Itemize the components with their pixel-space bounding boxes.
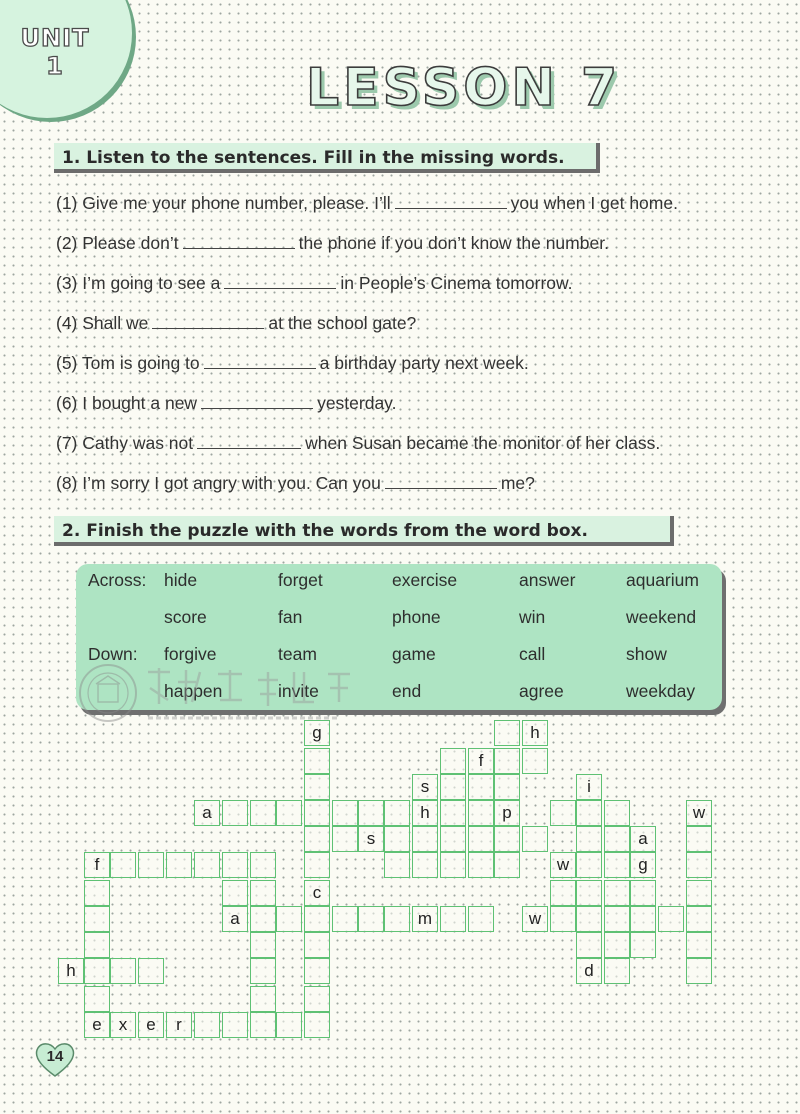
word-item: answer [519, 570, 576, 590]
crossword-cell[interactable] [630, 880, 656, 906]
crossword-cell[interactable] [658, 906, 684, 932]
word-item: show [626, 644, 667, 664]
across-label: Across: [88, 570, 147, 590]
sentence-4: (4) Shall we at the school gate? [56, 310, 796, 350]
crossword-cell[interactable]: w [686, 800, 712, 826]
section2-header: 2. Finish the puzzle with the words from the word box. [54, 516, 674, 546]
crossword-cell[interactable] [222, 852, 248, 878]
crossword-cell[interactable] [250, 1012, 276, 1038]
crossword-cell[interactable]: i [576, 774, 602, 800]
crossword-cell[interactable] [604, 826, 630, 852]
crossword-cell[interactable] [440, 774, 466, 800]
word-item: happen [164, 681, 223, 701]
crossword-cell[interactable] [494, 774, 520, 800]
crossword-cell[interactable] [84, 958, 110, 984]
sentence-8: (8) I’m sorry I got angry with you. Can you me? [56, 470, 796, 510]
section1-header: 1. Listen to the sentences. Fill in the missing words. [54, 143, 600, 173]
crossword-cell[interactable] [332, 826, 358, 852]
lesson-title: LESSON 7 [306, 58, 622, 118]
crossword-cell[interactable]: h [58, 958, 84, 984]
unit-word: UNIT [20, 24, 90, 52]
crossword-cell[interactable] [84, 986, 110, 1012]
word-item: hide [164, 570, 198, 590]
crossword-cell[interactable] [84, 932, 110, 958]
word-item: call [519, 644, 546, 664]
crossword-cell[interactable]: s [358, 826, 384, 852]
sentence-6: (6) I bought a new yesterday. [56, 390, 796, 430]
crossword-cell[interactable] [440, 906, 466, 932]
crossword-cell[interactable] [494, 720, 520, 746]
crossword-cell[interactable] [686, 958, 712, 984]
crossword-cell[interactable] [576, 932, 602, 958]
crossword-cell[interactable] [468, 800, 494, 826]
down-label: Down: [88, 644, 138, 664]
crossword-cell[interactable] [194, 852, 220, 878]
crossword-cell[interactable] [494, 748, 520, 774]
word-item: fan [278, 607, 303, 627]
word-item: weekday [626, 681, 696, 701]
crossword-cell[interactable] [686, 826, 712, 852]
crossword-cell[interactable] [440, 800, 466, 826]
crossword-cell[interactable] [630, 932, 656, 958]
crossword-cell[interactable] [222, 880, 248, 906]
crossword-cell[interactable]: a [630, 826, 656, 852]
crossword-cell[interactable] [686, 932, 712, 958]
crossword-cell[interactable] [276, 906, 302, 932]
crossword-cell[interactable] [332, 800, 358, 826]
crossword-cell[interactable] [250, 932, 276, 958]
crossword-cell[interactable] [304, 800, 330, 826]
crossword-cell[interactable]: h [412, 800, 438, 826]
crossword-cell[interactable] [304, 748, 330, 774]
crossword-cell[interactable] [110, 958, 136, 984]
crossword-cell[interactable]: a [222, 906, 248, 932]
sentence-2: (2) Please don’t the phone if you don’t know the number. [56, 230, 796, 270]
crossword-cell[interactable] [304, 986, 330, 1012]
crossword-cell[interactable] [576, 826, 602, 852]
unit-number: 1 [46, 52, 64, 80]
crossword-cell[interactable] [468, 852, 494, 878]
sentence-5: (5) Tom is going to a birthday party next week. [56, 350, 796, 390]
crossword-cell[interactable] [412, 826, 438, 852]
crossword-cell[interactable] [304, 774, 330, 800]
crossword-cell[interactable]: c [304, 880, 330, 906]
word-item: weekend [626, 607, 697, 627]
crossword-cell[interactable] [550, 906, 576, 932]
crossword-cell[interactable] [304, 852, 330, 878]
crossword-cell[interactable] [276, 800, 302, 826]
crossword-cell[interactable] [384, 852, 410, 878]
crossword-cell[interactable] [468, 906, 494, 932]
crossword-cell[interactable]: w [522, 906, 548, 932]
crossword-cell[interactable] [604, 880, 630, 906]
crossword-cell[interactable]: f [468, 748, 494, 774]
sentence-1: (1) Give me your phone number, please. I’ll you when I get home. [56, 190, 796, 230]
word-item: invite [278, 681, 319, 701]
word-item: team [278, 644, 317, 664]
crossword-cell[interactable] [194, 1012, 220, 1038]
crossword-cell[interactable] [358, 800, 384, 826]
crossword-cell[interactable]: x [110, 1012, 136, 1038]
crossword-cell[interactable] [250, 852, 276, 878]
crossword-cell[interactable] [304, 906, 330, 932]
crossword-cell[interactable]: w [550, 852, 576, 878]
crossword-cell[interactable]: m [412, 906, 438, 932]
crossword-cell[interactable] [304, 932, 330, 958]
crossword-cell[interactable] [440, 826, 466, 852]
crossword-cell[interactable] [250, 880, 276, 906]
crossword-cell[interactable] [222, 1012, 248, 1038]
crossword-cell[interactable] [358, 906, 384, 932]
crossword-cell[interactable] [630, 906, 656, 932]
crossword-cell[interactable] [522, 748, 548, 774]
word-item: forgive [164, 644, 217, 664]
crossword-cell[interactable] [304, 826, 330, 852]
crossword-cell[interactable]: h [522, 720, 548, 746]
word-item: agree [519, 681, 564, 701]
crossword-cell[interactable]: s [412, 774, 438, 800]
crossword-cell[interactable] [440, 852, 466, 878]
crossword-cell[interactable] [576, 906, 602, 932]
crossword-cell[interactable] [576, 880, 602, 906]
crossword-cell[interactable] [686, 880, 712, 906]
word-item: win [519, 607, 546, 627]
word-item: forget [278, 570, 323, 590]
crossword-cell[interactable]: d [576, 958, 602, 984]
crossword-cell[interactable] [686, 852, 712, 878]
crossword-cell[interactable] [250, 986, 276, 1012]
crossword-cell[interactable] [332, 906, 358, 932]
crossword-cell[interactable] [222, 800, 248, 826]
crossword-cell[interactable]: g [630, 852, 656, 878]
sentence-7: (7) Cathy was not when Susan became the monitor of her class. [56, 430, 796, 470]
crossword-cell[interactable] [468, 826, 494, 852]
word-item: end [392, 681, 422, 701]
crossword-cell[interactable] [138, 958, 164, 984]
crossword-cell[interactable] [604, 958, 630, 984]
crossword-cell[interactable] [412, 852, 438, 878]
word-item: aquarium [626, 570, 699, 590]
crossword-cell[interactable] [604, 906, 630, 932]
crossword-cell[interactable] [384, 826, 410, 852]
crossword-cell[interactable] [250, 800, 276, 826]
crossword-cell[interactable] [604, 932, 630, 958]
crossword-cell[interactable]: p [494, 800, 520, 826]
crossword-cell[interactable] [604, 800, 630, 826]
crossword-cell[interactable] [250, 958, 276, 984]
crossword-cell[interactable]: r [166, 1012, 192, 1038]
crossword-cell[interactable] [550, 800, 576, 826]
crossword-cell[interactable] [84, 880, 110, 906]
crossword-cell[interactable] [276, 1012, 302, 1038]
crossword-cell[interactable] [494, 852, 520, 878]
crossword-cell[interactable] [576, 800, 602, 826]
crossword-cell[interactable]: g [304, 720, 330, 746]
crossword-cell[interactable] [138, 852, 164, 878]
crossword-cell[interactable] [604, 852, 630, 878]
crossword-cell[interactable] [468, 774, 494, 800]
crossword-cell[interactable] [166, 852, 192, 878]
word-item: exercise [392, 570, 458, 590]
crossword-cell[interactable] [304, 958, 330, 984]
word-item: game [392, 644, 436, 664]
crossword-cell[interactable] [110, 852, 136, 878]
crossword-cell[interactable] [550, 880, 576, 906]
sentence-3: (3) I’m going to see a in People’s Cinema tomorrow. [56, 270, 796, 310]
crossword-cell[interactable] [250, 906, 276, 932]
crossword-cell[interactable] [384, 800, 410, 826]
word-item: score [164, 607, 207, 627]
crossword-cell[interactable] [304, 1012, 330, 1038]
crossword-cell[interactable]: a [194, 800, 220, 826]
word-item: phone [392, 607, 441, 627]
crossword-cell[interactable]: e [138, 1012, 164, 1038]
page-number: 14 [46, 1048, 64, 1065]
crossword-cell[interactable] [686, 906, 712, 932]
crossword-cell[interactable] [494, 826, 520, 852]
crossword-cell[interactable]: f [84, 852, 110, 878]
crossword-cell[interactable] [440, 748, 466, 774]
crossword-cell[interactable] [576, 852, 602, 878]
crossword-cell[interactable] [84, 906, 110, 932]
crossword-cell[interactable] [522, 826, 548, 852]
crossword-cell[interactable]: e [84, 1012, 110, 1038]
crossword-cell[interactable] [384, 906, 410, 932]
